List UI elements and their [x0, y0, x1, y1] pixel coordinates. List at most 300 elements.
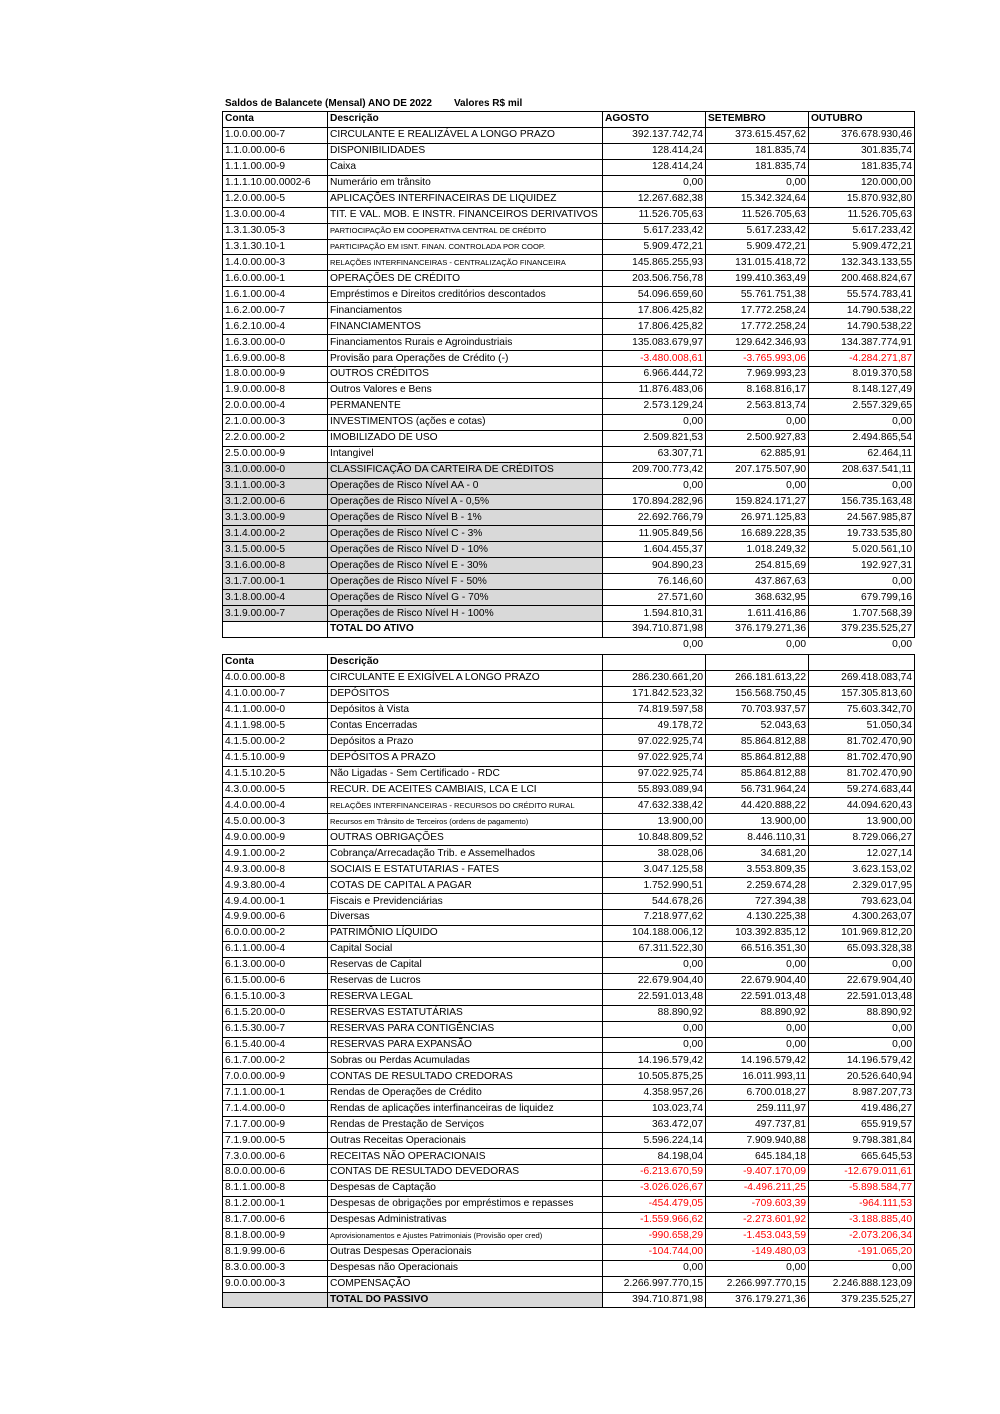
account-description: DEPÓSITOS	[328, 686, 603, 702]
table-row	[223, 143, 915, 159]
value-setembro: 159.824.171,27	[706, 494, 809, 510]
table-row	[223, 1165, 915, 1181]
value-outubro: 419.486,27	[809, 1101, 915, 1117]
account-code: 1.4.0.00.00-3	[223, 255, 328, 271]
account-description: PARTIOCIPAÇÃO EM COOPERATIVA CENTRAL DE CRÉDITO	[328, 223, 603, 239]
value-outubro: 655.919,57	[809, 1117, 915, 1133]
value-setembro: 376.179.271,36	[706, 1292, 809, 1308]
value-setembro: 70.703.937,57	[706, 702, 809, 718]
table-row	[223, 367, 915, 383]
account-description: Despesas de Captação	[328, 1180, 603, 1196]
table-row	[223, 207, 915, 223]
account-description: Depósitos à Vista	[328, 702, 603, 718]
table-row	[223, 255, 915, 271]
value-outubro: 0,00	[809, 414, 915, 430]
table-row	[223, 175, 915, 191]
value-agosto: 286.230.661,20	[603, 670, 706, 686]
account-description: COMPENSAÇÃO	[328, 1276, 603, 1292]
table-row	[223, 239, 915, 255]
value-outubro: 13.900,00	[809, 814, 915, 830]
value-agosto: 128.414,24	[603, 143, 706, 159]
value-agosto: 2.266.997.770,15	[603, 1276, 706, 1292]
value-agosto: 4.358.957,26	[603, 1085, 706, 1101]
account-description: Empréstimos e Direitos creditórios descontados	[328, 287, 603, 303]
account-description: Operações de Risco Nível G - 70%	[328, 590, 603, 606]
empty-cell	[327, 638, 602, 653]
table-row	[223, 686, 915, 702]
value-outubro: 192.927,31	[809, 558, 915, 574]
value-setembro: 14.196.579,42	[706, 1053, 809, 1069]
value-setembro: 8.168.816,17	[706, 382, 809, 398]
ativo-table	[222, 111, 915, 638]
value-setembro: 0,00	[706, 414, 809, 430]
account-code: 1.0.0.00.00-7	[223, 127, 328, 143]
value-setembro: 8.446.110,31	[706, 830, 809, 846]
table-row	[223, 957, 915, 973]
value-outubro: 208.637.541,11	[809, 462, 915, 478]
table-row	[223, 894, 915, 910]
value-setembro: 207.175.507,90	[706, 462, 809, 478]
value-agosto: 17.806.425,82	[603, 319, 706, 335]
account-code: 1.3.0.00.00-4	[223, 207, 328, 223]
value-agosto: 10.505.875,25	[603, 1069, 706, 1085]
empty-cell	[222, 638, 327, 653]
header-empty	[603, 655, 706, 671]
value-outubro: 0,00	[809, 478, 915, 494]
account-description: Provisão para Operações de Crédito (-)	[328, 351, 603, 367]
value-setembro: -3.765.993,06	[706, 351, 809, 367]
account-code: 9.0.0.00.00-3	[223, 1276, 328, 1292]
account-code: 6.0.0.00.00-2	[223, 925, 328, 941]
table-row	[223, 478, 915, 494]
account-code: 2.1.0.00.00-3	[223, 414, 328, 430]
account-code: 1.6.2.10.00-4	[223, 319, 328, 335]
table-row	[223, 910, 915, 926]
account-code: 6.1.3.00.00-0	[223, 957, 328, 973]
value-outubro: -3.188.885,40	[809, 1212, 915, 1228]
value-outubro: 15.870.932,80	[809, 191, 915, 207]
account-description: OPERAÇÕES DE CRÉDITO	[328, 271, 603, 287]
table-row	[223, 1228, 915, 1244]
table-row	[223, 430, 915, 446]
table-row	[223, 1276, 915, 1292]
value-setembro: 62.885,91	[706, 446, 809, 462]
value-outubro: 2.329.017,95	[809, 878, 915, 894]
value-setembro: 52.043,63	[706, 718, 809, 734]
value-outubro: 157.305.813,60	[809, 686, 915, 702]
account-code: 6.1.7.00.00-2	[223, 1053, 328, 1069]
table-row	[223, 1196, 915, 1212]
account-code: 1.9.0.00.00-8	[223, 382, 328, 398]
table-row	[223, 766, 915, 782]
value-setembro: 199.410.363,49	[706, 271, 809, 287]
account-code: 3.1.2.00.00-6	[223, 494, 328, 510]
value-agosto: 203.506.756,78	[603, 271, 706, 287]
value-setembro: 266.181.613,22	[706, 670, 809, 686]
account-code: 4.1.5.00.00-2	[223, 734, 328, 750]
value-setembro: 85.864.812,88	[706, 734, 809, 750]
value-agosto: 394.710.871,98	[603, 622, 706, 638]
account-description: Operações de Risco Nível F - 50%	[328, 574, 603, 590]
value-setembro: 376.179.271,36	[706, 622, 809, 638]
table-row	[223, 223, 915, 239]
account-description: Sobras ou Perdas Acumuladas	[328, 1053, 603, 1069]
value-setembro: 66.516.351,30	[706, 941, 809, 957]
value-outubro: 14.790.538,22	[809, 319, 915, 335]
table-row	[223, 862, 915, 878]
value-setembro: 1.018.249,32	[706, 542, 809, 558]
account-code: 4.9.1.00.00-2	[223, 846, 328, 862]
account-description: OUTRAS OBRIGAÇÕES	[328, 830, 603, 846]
value-agosto: 363.472,07	[603, 1117, 706, 1133]
difference-row	[222, 638, 914, 653]
table-row	[223, 718, 915, 734]
value-agosto: 11.526.705,63	[603, 207, 706, 223]
account-description: Financiamentos Rurais e Agroindustriais	[328, 335, 603, 351]
account-description: Capital Social	[328, 941, 603, 957]
value-outubro: 8.019.370,58	[809, 367, 915, 383]
table-row	[223, 989, 915, 1005]
value-outubro: 0,00	[809, 957, 915, 973]
value-outubro: 4.300.263,07	[809, 910, 915, 926]
value-setembro: 727.394,38	[706, 894, 809, 910]
value-agosto: 67.311.522,30	[603, 941, 706, 957]
table-row	[223, 1101, 915, 1117]
account-description: Caixa	[328, 159, 603, 175]
value-setembro: 254.815,69	[706, 558, 809, 574]
header-descricao: Descrição	[328, 112, 603, 128]
value-outubro: 12.027,14	[809, 846, 915, 862]
value-outubro: 55.574.783,41	[809, 287, 915, 303]
account-description: Recursos em Trânsito de Terceiros (ordens de pagamento)	[328, 814, 603, 830]
table-row	[223, 622, 915, 638]
account-description: RESERVA LEGAL	[328, 989, 603, 1005]
value-setembro: -1.453.043,59	[706, 1228, 809, 1244]
value-outubro: 269.418.083,74	[809, 670, 915, 686]
value-outubro: -12.679.011,61	[809, 1165, 915, 1181]
account-code: 1.3.1.30.05-3	[223, 223, 328, 239]
value-outubro: 51.050,34	[809, 718, 915, 734]
value-agosto: 3.047.125,58	[603, 862, 706, 878]
value-agosto: -104.744,00	[603, 1244, 706, 1260]
value-outubro: 0,00	[809, 1021, 915, 1037]
account-code: 6.1.5.40.00-4	[223, 1037, 328, 1053]
header-conta: Conta	[223, 655, 328, 671]
header-agosto: AGOSTO	[603, 112, 706, 128]
account-code: 7.1.4.00.00-0	[223, 1101, 328, 1117]
value-agosto: 63.307,71	[603, 446, 706, 462]
value-agosto: 6.966.444,72	[603, 367, 706, 383]
account-code: 4.4.0.00.00-4	[223, 798, 328, 814]
value-agosto: -454.479,05	[603, 1196, 706, 1212]
value-agosto: 5.909.472,21	[603, 239, 706, 255]
value-outubro: 5.909.472,21	[809, 239, 915, 255]
value-outubro: 62.464,11	[809, 446, 915, 462]
table-row	[223, 303, 915, 319]
value-outubro: 181.835,74	[809, 159, 915, 175]
value-agosto: 84.198,04	[603, 1149, 706, 1165]
value-agosto: 170.894.282,96	[603, 494, 706, 510]
account-code: 4.1.0.00.00-7	[223, 686, 328, 702]
account-code: 4.1.5.10.20-5	[223, 766, 328, 782]
table-row	[223, 1021, 915, 1037]
value-setembro: 0,00	[706, 1021, 809, 1037]
account-code: 8.3.0.00.00-3	[223, 1260, 328, 1276]
value-agosto: 47.632.338,42	[603, 798, 706, 814]
account-description: Operações de Risco Nível H - 100%	[328, 606, 603, 622]
value-setembro: 0,00	[706, 1260, 809, 1276]
value-agosto: 11.876.483,06	[603, 382, 706, 398]
account-code	[223, 1292, 328, 1308]
account-code: 4.5.0.00.00-3	[223, 814, 328, 830]
table-row	[223, 1292, 915, 1308]
header-empty	[706, 655, 809, 671]
account-description: Outros Valores e Bens	[328, 382, 603, 398]
header-conta: Conta	[223, 112, 328, 128]
value-setembro: 22.679.904,40	[706, 973, 809, 989]
account-description: TIT. E VAL. MOB. E INSTR. FINANCEIROS DERIVATIVOS	[328, 207, 603, 223]
table-row	[223, 1005, 915, 1021]
account-code: 6.1.5.10.00-3	[223, 989, 328, 1005]
value-setembro: 2.500.927,83	[706, 430, 809, 446]
value-setembro: 22.591.013,48	[706, 989, 809, 1005]
value-outubro: 9.798.381,84	[809, 1133, 915, 1149]
value-agosto: 5.596.224,14	[603, 1133, 706, 1149]
value-agosto: 0,00	[603, 414, 706, 430]
value-agosto: 1.604.455,37	[603, 542, 706, 558]
value-agosto: 12.267.682,38	[603, 191, 706, 207]
account-code: 4.9.9.00.00-6	[223, 910, 328, 926]
value-agosto: 11.905.849,56	[603, 526, 706, 542]
value-agosto: 0,00	[603, 1260, 706, 1276]
value-outubro: 301.835,74	[809, 143, 915, 159]
value-agosto: 55.893.089,94	[603, 782, 706, 798]
table-row	[223, 750, 915, 766]
value-outubro: 0,00	[809, 574, 915, 590]
passivo-table	[222, 654, 915, 1308]
table-row	[223, 1053, 915, 1069]
account-description: RELAÇÕES INTERFINANCEIRAS - RECURSOS DO CRÉDITO RURAL	[328, 798, 603, 814]
account-code: 4.9.4.00.00-1	[223, 894, 328, 910]
value-agosto: 0,00	[603, 175, 706, 191]
value-setembro: 44.420.888,22	[706, 798, 809, 814]
table-row	[223, 414, 915, 430]
value-agosto: 145.865.255,93	[603, 255, 706, 271]
value-setembro: 0,00	[706, 1037, 809, 1053]
value-setembro: 437.867,63	[706, 574, 809, 590]
value-outubro: 156.735.163,48	[809, 494, 915, 510]
value-agosto: 88.890,92	[603, 1005, 706, 1021]
value-outubro: 101.969.812,20	[809, 925, 915, 941]
value-agosto: 392.137.742,74	[603, 127, 706, 143]
account-description: RELAÇÕES INTERFINANCEIRAS - CENTRALIZAÇÃO FINANCEIRA	[328, 255, 603, 271]
value-setembro: 645.184,18	[706, 1149, 809, 1165]
value-outubro: 20.526.640,94	[809, 1069, 915, 1085]
value-setembro: 7.969.993,23	[706, 367, 809, 383]
header-outubro: OUTUBRO	[809, 112, 915, 128]
account-description: SOCIAIS E ESTATUTARIAS - FATES	[328, 862, 603, 878]
value-outubro: 379.235.525,27	[809, 622, 915, 638]
account-description: RECEITAS NÃO OPERACIONAIS	[328, 1149, 603, 1165]
account-code: 4.3.0.00.00-5	[223, 782, 328, 798]
account-description: Operações de Risco Nível A - 0,5%	[328, 494, 603, 510]
value-agosto: 97.022.925,74	[603, 766, 706, 782]
account-description: CLASSIFICAÇÃO DA CARTEIRA DE CRÉDITOS	[328, 462, 603, 478]
value-agosto: 104.188.006,12	[603, 925, 706, 941]
account-code: 8.1.7.00.00-6	[223, 1212, 328, 1228]
value-outubro: 81.702.470,90	[809, 734, 915, 750]
account-description: TOTAL DO ATIVO	[328, 622, 603, 638]
account-description: PARTICIPAÇÃO EM ISNT. FINAN. CONTROLADA POR COOP.	[328, 239, 603, 255]
account-description: RECUR. DE ACEITES CAMBIAIS, LCA E LCI	[328, 782, 603, 798]
account-description: DEPÓSITOS A PRAZO	[328, 750, 603, 766]
value-setembro: 2.266.997.770,15	[706, 1276, 809, 1292]
value-agosto: 0,00	[603, 957, 706, 973]
account-description: Outras Despesas Operacionais	[328, 1244, 603, 1260]
value-setembro: 88.890,92	[706, 1005, 809, 1021]
diff-setembro: 0,00	[786, 639, 806, 651]
account-description: Aprovisionamentos e Ajustes Patrimoniais (Provisão oper cred)	[328, 1228, 603, 1244]
value-agosto: 171.842.523,32	[603, 686, 706, 702]
value-outubro: 59.274.683,44	[809, 782, 915, 798]
value-setembro: 2.563.813,74	[706, 398, 809, 414]
value-outubro: -2.073.206,34	[809, 1228, 915, 1244]
title-text: Saldos de Balancete (Mensal) ANO DE 2022	[225, 98, 432, 109]
account-description: Depósitos a Prazo	[328, 734, 603, 750]
value-outubro: 19.733.535,80	[809, 526, 915, 542]
value-setembro: 3.553.809,35	[706, 862, 809, 878]
value-setembro: -2.273.601,92	[706, 1212, 809, 1228]
value-outubro: 132.343.133,55	[809, 255, 915, 271]
value-agosto: 22.591.013,48	[603, 989, 706, 1005]
table-row	[223, 398, 915, 414]
account-description: PERMANENTE	[328, 398, 603, 414]
account-code: 3.1.6.00.00-8	[223, 558, 328, 574]
account-description: Contas Encerradas	[328, 718, 603, 734]
account-code: 1.1.1.10.00.0002-6	[223, 175, 328, 191]
account-code: 3.1.7.00.00-1	[223, 574, 328, 590]
account-code: 8.1.1.00.00-8	[223, 1180, 328, 1196]
account-code: 8.1.8.00.00-9	[223, 1228, 328, 1244]
account-code: 8.1.2.00.00-1	[223, 1196, 328, 1212]
value-setembro: 85.864.812,88	[706, 766, 809, 782]
value-setembro: 26.971.125,83	[706, 510, 809, 526]
account-code: 7.3.0.00.00-6	[223, 1149, 328, 1165]
value-setembro: -9.407.170,09	[706, 1165, 809, 1181]
table-row	[223, 351, 915, 367]
account-code: 7.0.0.00.00-9	[223, 1069, 328, 1085]
value-agosto: 1.752.990,51	[603, 878, 706, 894]
value-setembro: 0,00	[706, 957, 809, 973]
account-code: 1.6.3.00.00-0	[223, 335, 328, 351]
table-row	[223, 670, 915, 686]
value-agosto: 17.806.425,82	[603, 303, 706, 319]
table-row	[223, 1180, 915, 1196]
account-code: 4.0.0.00.00-8	[223, 670, 328, 686]
account-description: Intangivel	[328, 446, 603, 462]
value-setembro: 103.392.835,12	[706, 925, 809, 941]
value-outubro: 11.526.705,63	[809, 207, 915, 223]
account-description: Operações de Risco Nível D - 10%	[328, 542, 603, 558]
table-row	[223, 606, 915, 622]
value-outubro: 81.702.470,90	[809, 766, 915, 782]
account-description: Outras Receitas Operacionais	[328, 1133, 603, 1149]
value-agosto: 5.617.233,42	[603, 223, 706, 239]
account-description: APLICAÇÕES INTERFINACEIRAS DE LIQUIDEZ	[328, 191, 603, 207]
table-row	[223, 941, 915, 957]
table-row	[223, 590, 915, 606]
account-description: RESERVAS PARA CONTIGÊNCIAS	[328, 1021, 603, 1037]
value-setembro: -709.603,39	[706, 1196, 809, 1212]
value-outubro: -5.898.584,77	[809, 1180, 915, 1196]
account-description: Financiamentos	[328, 303, 603, 319]
account-code: 1.8.0.00.00-9	[223, 367, 328, 383]
account-code: 1.2.0.00.00-5	[223, 191, 328, 207]
ativo-header-row	[223, 112, 915, 128]
value-agosto: 394.710.871,98	[603, 1292, 706, 1308]
table-row	[223, 925, 915, 941]
value-agosto: 209.700.773,42	[603, 462, 706, 478]
value-setembro: 5.909.472,21	[706, 239, 809, 255]
account-code: 7.1.7.00.00-9	[223, 1117, 328, 1133]
value-agosto: 0,00	[603, 1021, 706, 1037]
report-title	[225, 98, 522, 109]
value-setembro: 1.611.416,86	[706, 606, 809, 622]
value-setembro: -149.480,03	[706, 1244, 809, 1260]
value-outubro: 8.729.066,27	[809, 830, 915, 846]
value-agosto: 54.096.659,60	[603, 287, 706, 303]
table-row	[223, 830, 915, 846]
table-row	[223, 1085, 915, 1101]
value-outubro: 75.603.342,70	[809, 702, 915, 718]
value-agosto: 13.900,00	[603, 814, 706, 830]
table-row	[223, 191, 915, 207]
value-setembro: 497.737,81	[706, 1117, 809, 1133]
value-setembro: 17.772.258,24	[706, 319, 809, 335]
value-agosto: 97.022.925,74	[603, 750, 706, 766]
account-code: 4.9.3.00.00-8	[223, 862, 328, 878]
account-code: 2.2.0.00.00-2	[223, 430, 328, 446]
table-row	[223, 846, 915, 862]
account-code: 4.9.0.00.00-9	[223, 830, 328, 846]
value-agosto: 0,00	[603, 478, 706, 494]
values-unit-label: Valores R$ mil	[453, 98, 523, 109]
value-outubro: 8.148.127,49	[809, 382, 915, 398]
account-code: 4.1.5.10.00-9	[223, 750, 328, 766]
diff-agosto: 0,00	[683, 639, 703, 651]
account-description: CONTAS DE RESULTADO CREDORAS	[328, 1069, 603, 1085]
account-code: 3.1.8.00.00-4	[223, 590, 328, 606]
value-agosto: -3.026.026,67	[603, 1180, 706, 1196]
value-outubro: 2.494.865,54	[809, 430, 915, 446]
value-setembro: 56.731.964,24	[706, 782, 809, 798]
account-code: 1.1.1.00.00-9	[223, 159, 328, 175]
account-code: 1.6.9.00.00-8	[223, 351, 328, 367]
value-outubro: 22.679.904,40	[809, 973, 915, 989]
table-row	[223, 494, 915, 510]
account-description: Operações de Risco Nível E - 30%	[328, 558, 603, 574]
value-outubro: 5.617.233,42	[809, 223, 915, 239]
table-row	[223, 1260, 915, 1276]
value-setembro: 181.835,74	[706, 143, 809, 159]
header-descricao: Descrição	[328, 655, 603, 671]
table-row	[223, 127, 915, 143]
table-row	[223, 973, 915, 989]
account-description: INVESTIMENTOS (ações e cotas)	[328, 414, 603, 430]
account-description: Rendas de Operações de Crédito	[328, 1085, 603, 1101]
table-row	[223, 798, 915, 814]
table-row	[223, 814, 915, 830]
